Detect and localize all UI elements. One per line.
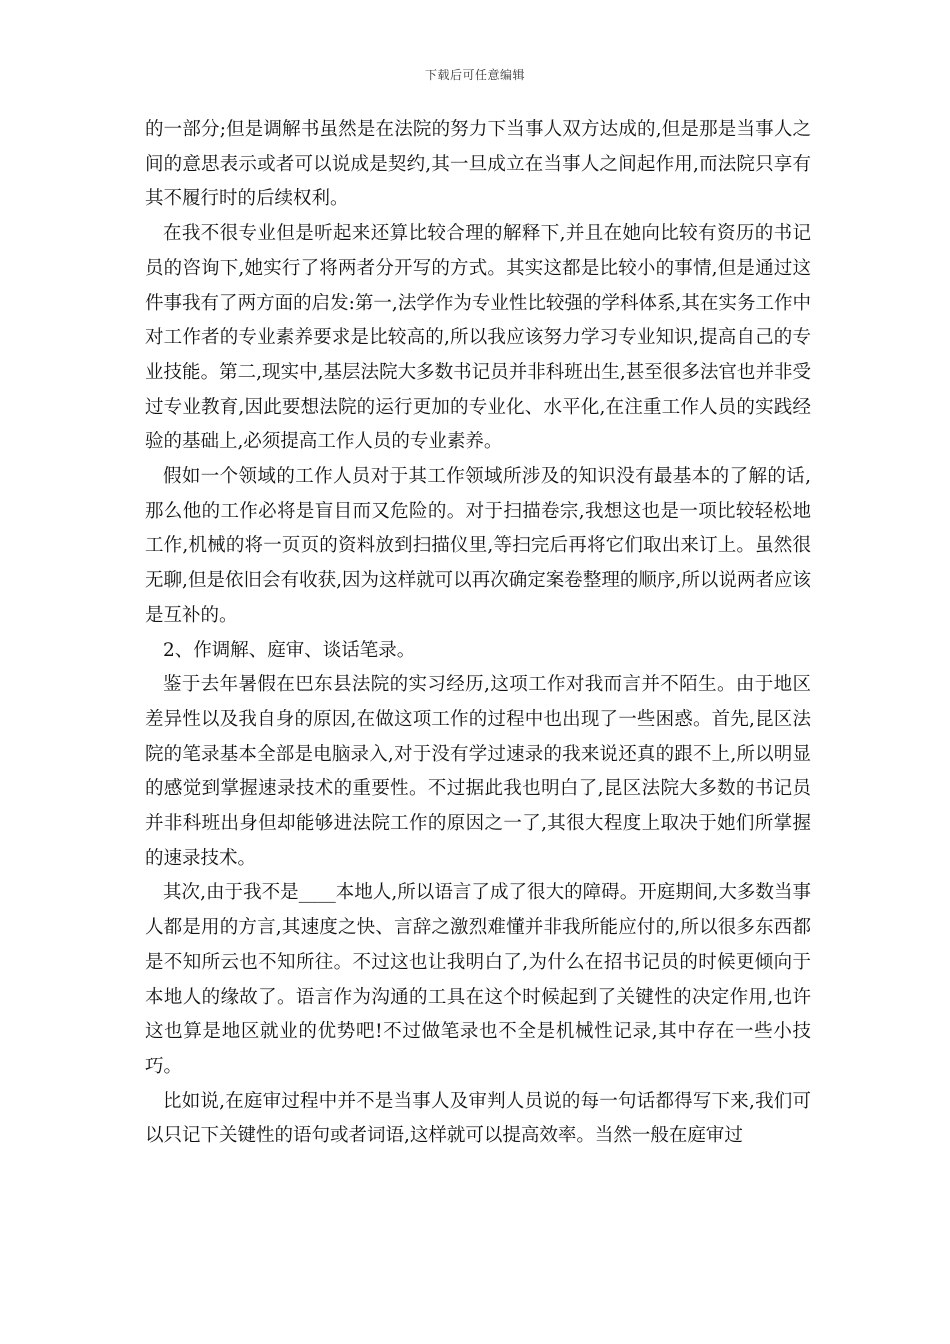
- document-body: [145, 113, 811, 1154]
- paragraph-scanning: 假如一个领域的工作人员对于其工作领域所涉及的知识没有最基本的了解的话,那么他的工作必将是盲目而又危险的。对于扫描卷宗,我想这也是一项比较轻松地工作,机械的将一页页的资料放到扫描仪里,等扫完后再将它们取出来订上。虽然很无聊,但是依旧会有收获,因为这样就可以再次确定案卷整理的顺序,所以说两者应该是互补的。: [145, 466, 811, 626]
- section-heading-transcripts: 2、作调解、庭审、谈话笔录。: [163, 639, 416, 661]
- paragraph-language: 其次,由于我不是____本地人,所以语言了成了很大的障碍。开庭期间,大多数当事人都是用的方言,其速度之快、言辞之激烈难懂并非我所能应付的,所以很多东西都是不知所云也不知所往。不过这也让我明白了,为什么在招书记员的时候更倾向于本地人的缘故了。语言作为沟通的工具在这个时候起到了关键性的决定作用,也许这也算是地区就业的优势吧!不过做笔录也不全是机械性记录,其中存在一些小技巧。: [145, 882, 811, 1077]
- page-header: 下载后可任意编辑: [424, 68, 525, 82]
- paragraph-explanation: 在我不很专业但是听起来还算比较合理的解释下,并且在她向比较有资历的书记员的咨询下,她实行了将两者分开写的方式。其实这都是比较小的事情,但是通过这件事我有了两方面的启发:第一,法学作为专业性比较强的学科体系,其在实务工作中对工作者的专业素养要求是比较高的,所以我应该努力学习专业知识,提高自己的专业技能。第二,现实中,基层法院大多数书记员并非科班出生,甚至很多法官也并非受过专业教育,因此要想法院的运行更加的专业化、水平化,在注重工作人员的实践经验的基础上,必须提高工作人员的专业素养。: [145, 223, 811, 453]
- paragraph-experience: 鉴于去年暑假在巴东县法院的实习经历,这项工作对我而言并不陌生。由于地区差异性以及我自身的原因,在做这项工作的过程中也出现了一些困惑。首先,昆区法院的笔录基本全部是电脑录入,对于没有学过速录的我来说还真的跟不上,所以明显的感觉到掌握速录技术的重要性。不过据此我也明白了,昆区法院大多数的书记员并非科班出身但却能够进法院工作的原因之一了,其很大程度上取决于她们所掌握的速录技术。: [145, 674, 811, 869]
- paragraph-tips: 比如说,在庭审过程中并不是当事人及审判人员说的每一句话都得写下来,我们可以只记下关键性的语句或者词语,这样就可以提高效率。当然一般在庭审过: [145, 1090, 811, 1147]
- paragraph-continuation: 的一部分;但是调解书虽然是在法院的努力下当事人双方达成的,但是那是当事人之间的意思表示或者可以说成是契约,其一旦成立在当事人之间起作用,而法院只享有其不履行时的后续权利。: [145, 119, 811, 210]
